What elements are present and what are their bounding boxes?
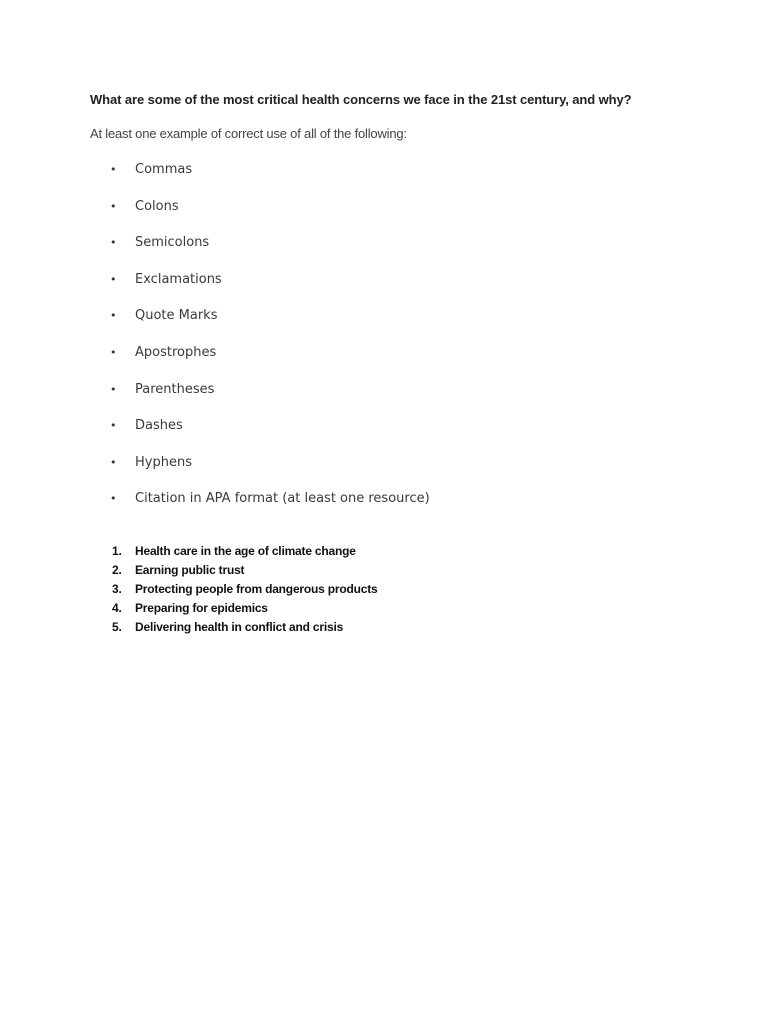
- list-item-text: Hyphens: [135, 454, 192, 470]
- list-item-text: Quote Marks: [135, 308, 218, 324]
- list-item-text: Colons: [135, 198, 179, 214]
- list-item-text: Commas: [135, 162, 193, 177]
- instruction-text: At least one example of correct use of all of the following:: [90, 126, 407, 141]
- bullet-icon: •: [110, 492, 117, 506]
- bullet-icon: •: [110, 199, 117, 213]
- list-item-text: Parentheses: [135, 381, 215, 397]
- list-item-text: Protecting people from dangerous products: [135, 581, 378, 596]
- list-number: 1.: [112, 544, 122, 558]
- bullet-icon: •: [110, 272, 117, 286]
- bullet-icon: •: [110, 236, 117, 250]
- list-number: 2.: [112, 562, 122, 577]
- list-item-text: Preparing for epidemics: [135, 600, 268, 615]
- bullet-icon: •: [110, 345, 117, 359]
- bullet-icon: •: [110, 419, 117, 433]
- list-number: 4.: [112, 600, 122, 615]
- bullet-icon: •: [110, 309, 117, 323]
- bullet-icon: •: [110, 455, 117, 469]
- list-item-text: Citation in APA format (at least one resource): [135, 491, 430, 507]
- list-item-text: Apostrophes: [135, 344, 217, 360]
- list-item-text: Delivering health in conflict and crisis: [135, 619, 344, 634]
- list-item-text: Semicolons: [135, 235, 210, 251]
- list-number: 3.: [112, 581, 122, 596]
- list-item-text: Health care in the age of climate change: [135, 544, 356, 558]
- list-item-text: Exclamations: [135, 271, 222, 287]
- list-number: 5.: [112, 619, 122, 634]
- bullet-icon: •: [110, 163, 117, 176]
- question-heading: What are some of the most critical health concerns we face in the 21st century, and why?: [90, 92, 632, 107]
- list-item-text: Earning public trust: [135, 562, 245, 577]
- list-item-text: Dashes: [135, 418, 183, 434]
- bullet-icon: •: [110, 382, 117, 396]
